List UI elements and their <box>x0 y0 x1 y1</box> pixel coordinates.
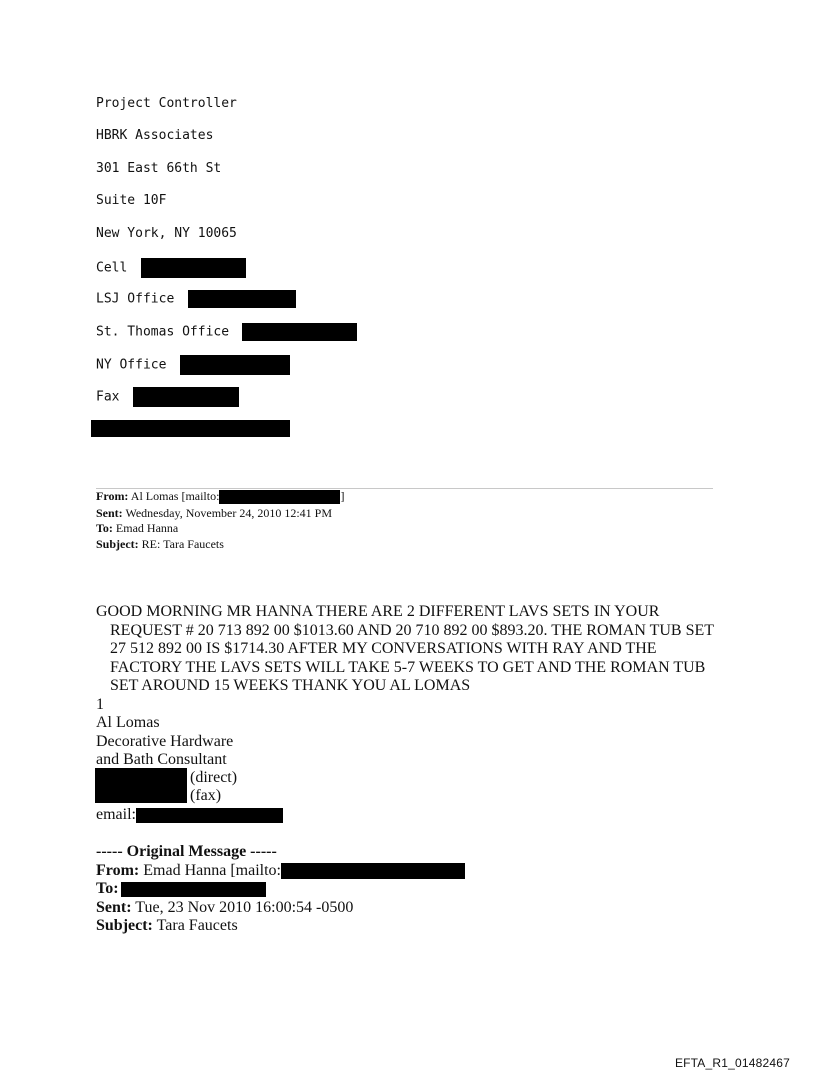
sender-direct-label: (direct) <box>190 769 238 786</box>
reply-from-value: Al Lomas [mailto: <box>130 489 220 503</box>
reply-subject-value: RE: Tara Faucets <box>141 537 224 551</box>
sender-name: Al Lomas <box>96 714 160 731</box>
original-sent-line <box>96 899 353 917</box>
reply-to-value: Emad Hanna <box>115 521 179 535</box>
sig-title: Project Controller <box>96 96 237 111</box>
redaction-block <box>219 490 340 504</box>
reply-sent-value: Wednesday, November 24, 2010 12:41 PM <box>125 506 333 520</box>
sig-address-line2: Suite 10F <box>96 193 167 208</box>
sender-fax-label: (fax) <box>190 787 222 804</box>
sig-ny-office-label: NY Office <box>96 357 167 373</box>
reply-sent-line <box>96 507 332 519</box>
redaction-block-email <box>91 420 290 437</box>
sig-fax-label: Fax <box>96 389 120 405</box>
sig-st-thomas-office-row <box>96 323 357 341</box>
redaction-block <box>141 258 246 278</box>
reply-sent-label: Sent: <box>96 506 123 520</box>
original-from-line <box>96 862 465 880</box>
redaction-block-phones <box>95 768 187 803</box>
reply-subject-label: Subject: <box>96 537 139 551</box>
sig-cell-label: Cell <box>96 260 128 276</box>
redaction-block <box>136 808 283 823</box>
original-subject-label: Subject: <box>96 917 153 934</box>
original-to-label: To: <box>96 880 119 897</box>
original-from-value: Emad Hanna [mailto: <box>143 862 281 879</box>
sig-company: HBRK Associates <box>96 128 214 143</box>
redaction-block <box>281 863 465 879</box>
original-to-line <box>96 880 266 898</box>
original-subject-line <box>96 917 238 935</box>
reply-to-line <box>96 522 178 534</box>
redaction-block <box>242 323 357 341</box>
sig-ny-office-row <box>96 355 290 375</box>
sender-marker: 1 <box>96 696 104 713</box>
reply-to-label: To: <box>96 521 113 535</box>
sig-st-thomas-office-label: St. Thomas Office <box>96 324 230 340</box>
redaction-block <box>188 290 296 308</box>
message-body: GOOD MORNING MR HANNA THERE ARE 2 DIFFERENT LAVS SETS IN YOUR REQUEST # 20 713 892 00 $1013.60 AND 20 710 892 00 $893.20. THE ROMAN TUB SET 27 512 892 00 IS $1714.30 AFTER MY CONVERSATIONS WITH RAY AND THE FACTORY THE LAVS SETS WILL TAKE 5-7 WEEKS TO GET AND THE ROMAN TUB SET AROUND 15 WEEKS THANK YOU AL LOMAS <box>96 603 714 695</box>
sender-email-row <box>96 806 283 824</box>
original-from-label: From: <box>96 862 140 879</box>
original-sent-value: Tue, 23 Nov 2010 16:00:54 -0500 <box>135 899 354 916</box>
original-sent-label: Sent: <box>96 899 132 916</box>
redaction-block <box>133 387 239 407</box>
sig-lsj-office-row <box>96 290 296 308</box>
sender-role-line2: and Bath Consultant <box>96 751 227 768</box>
sig-cell-row <box>96 258 246 278</box>
sender-email-label: email: <box>96 806 136 823</box>
redaction-block <box>180 355 290 375</box>
sig-fax-row <box>96 387 239 407</box>
redaction-block <box>121 882 266 897</box>
sig-city-state-zip: New York, NY 10065 <box>96 226 237 241</box>
reply-from-close: ] <box>340 489 345 503</box>
reply-from-label: From: <box>96 489 129 503</box>
sig-lsj-office-label: LSJ Office <box>96 291 175 307</box>
sig-address-line1: 301 East 66th St <box>96 161 222 176</box>
document-id: EFTA_R1_01482467 <box>674 1056 790 1070</box>
sender-role-line1: Decorative Hardware <box>96 733 234 750</box>
original-subject-value: Tara Faucets <box>156 917 238 934</box>
reply-from-line <box>96 490 344 504</box>
original-message-heading: ----- Original Message ----- <box>96 843 277 860</box>
reply-subject-line <box>96 538 224 550</box>
